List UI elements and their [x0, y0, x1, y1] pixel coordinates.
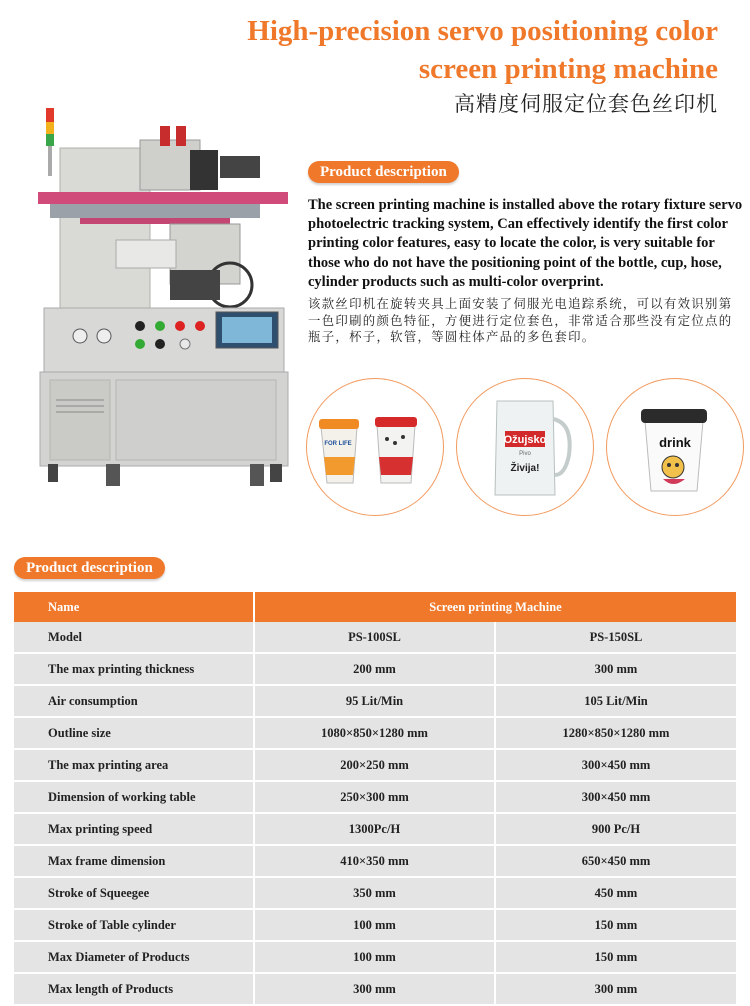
sample-cups-image: [306, 378, 444, 516]
spec-name: Outline size: [14, 717, 254, 749]
specs-table: [14, 592, 736, 1006]
spec-value-ps-100sl: 95 Lit/Min: [254, 685, 495, 717]
specs-badge: Product description: [14, 557, 165, 579]
specs-header-row: [14, 592, 736, 622]
spec-value-ps-150sl: 450 mm: [495, 877, 736, 909]
spec-value-ps-150sl: 105 Lit/Min: [495, 685, 736, 717]
sample-paper-cup-image: [606, 378, 744, 516]
spec-value-ps-100sl: 100 mm: [254, 941, 495, 973]
spec-value-ps-150sl: 300×450 mm: [495, 781, 736, 813]
table-row: [14, 941, 736, 973]
spec-name: Max printing speed: [14, 813, 254, 845]
table-row: [14, 685, 736, 717]
spec-value-ps-100sl: PS-100SL: [254, 622, 495, 653]
table-row: [14, 781, 736, 813]
table-row: [14, 749, 736, 781]
header-name: Name: [14, 592, 254, 622]
spec-value-ps-150sl: 900 Pc/H: [495, 813, 736, 845]
spec-name: The max printing thickness: [14, 653, 254, 685]
spec-name: Stroke of Squeegee: [14, 877, 254, 909]
spec-name: Stroke of Table cylinder: [14, 909, 254, 941]
sample-glass-slogan: Živija!: [510, 463, 540, 474]
spec-value-ps-100sl: 1300Pc/H: [254, 813, 495, 845]
table-row: [14, 813, 736, 845]
title-line-2: screen printing machine: [418, 53, 718, 85]
sample-cup-brand: drink: [659, 435, 691, 450]
spec-name: Max frame dimension: [14, 845, 254, 877]
spec-value-ps-100sl: 350 mm: [254, 877, 495, 909]
description-english: The screen printing machine is installed above the rotary fixture servo photoelectric tracking system, Can effectively identify the first color printing color features, easy to locate the color, is very suitable for those who do not have the positioning point of the bottle, cup, hose, cylinder products such as multi-color overprint.: [308, 197, 743, 290]
spec-value-ps-150sl: 1280×850×1280 mm: [495, 717, 736, 749]
product-description-badge: Product description: [308, 161, 459, 183]
spec-value-ps-150sl: 300 mm: [495, 973, 736, 1005]
page-title: [118, 12, 718, 88]
spec-name: Dimension of working table: [14, 781, 254, 813]
spec-value-ps-100sl: 100 mm: [254, 909, 495, 941]
title-line-1: High-precision servo positioning color: [247, 15, 718, 47]
spec-name: Air consumption: [14, 685, 254, 717]
header-machine: Screen printing Machine: [254, 592, 736, 622]
spec-value-ps-100sl: 250×300 mm: [254, 781, 495, 813]
sample-glass-mug-image: [456, 378, 594, 516]
title-chinese: 高精度伺服定位套色丝印机: [454, 92, 718, 116]
spec-value-ps-150sl: 300×450 mm: [495, 749, 736, 781]
machine-image: [20, 100, 300, 500]
spec-name: Model: [14, 622, 254, 653]
spec-value-ps-150sl: 150 mm: [495, 909, 736, 941]
spec-value-ps-100sl: 410×350 mm: [254, 845, 495, 877]
spec-name: The max printing area: [14, 749, 254, 781]
table-row: [14, 653, 736, 685]
spec-name: Max length of Products: [14, 973, 254, 1005]
sample-glass-brand: Ožujsko: [503, 434, 547, 446]
table-row: [14, 845, 736, 877]
description-chinese: 该款丝印机在旋转夹具上面安装了伺服光电追踪系统，可以有效识别第一色印刷的颜色特征，方便进行定位套色，非常适合那些没有定位点的瓶子，杯子，软管，等圆柱体产品的多色套印。: [308, 296, 733, 345]
table-row: [14, 717, 736, 749]
spec-value-ps-100sl: 1080×850×1280 mm: [254, 717, 495, 749]
sample-glass-subtitle: Pivo: [519, 451, 531, 457]
spec-value-ps-150sl: 650×450 mm: [495, 845, 736, 877]
spec-value-ps-150sl: PS-150SL: [495, 622, 736, 653]
spec-value-ps-150sl: 300 mm: [495, 653, 736, 685]
spec-value-ps-150sl: 150 mm: [495, 941, 736, 973]
spec-value-ps-100sl: 200×250 mm: [254, 749, 495, 781]
spec-value-ps-100sl: 300 mm: [254, 973, 495, 1005]
table-row: [14, 877, 736, 909]
spec-value-ps-100sl: 200 mm: [254, 653, 495, 685]
spec-name: Max Diameter of Products: [14, 941, 254, 973]
table-row: [14, 973, 736, 1005]
table-row: [14, 622, 736, 653]
sample-cup-label: FOR LIFE: [324, 441, 352, 447]
table-row: [14, 909, 736, 941]
